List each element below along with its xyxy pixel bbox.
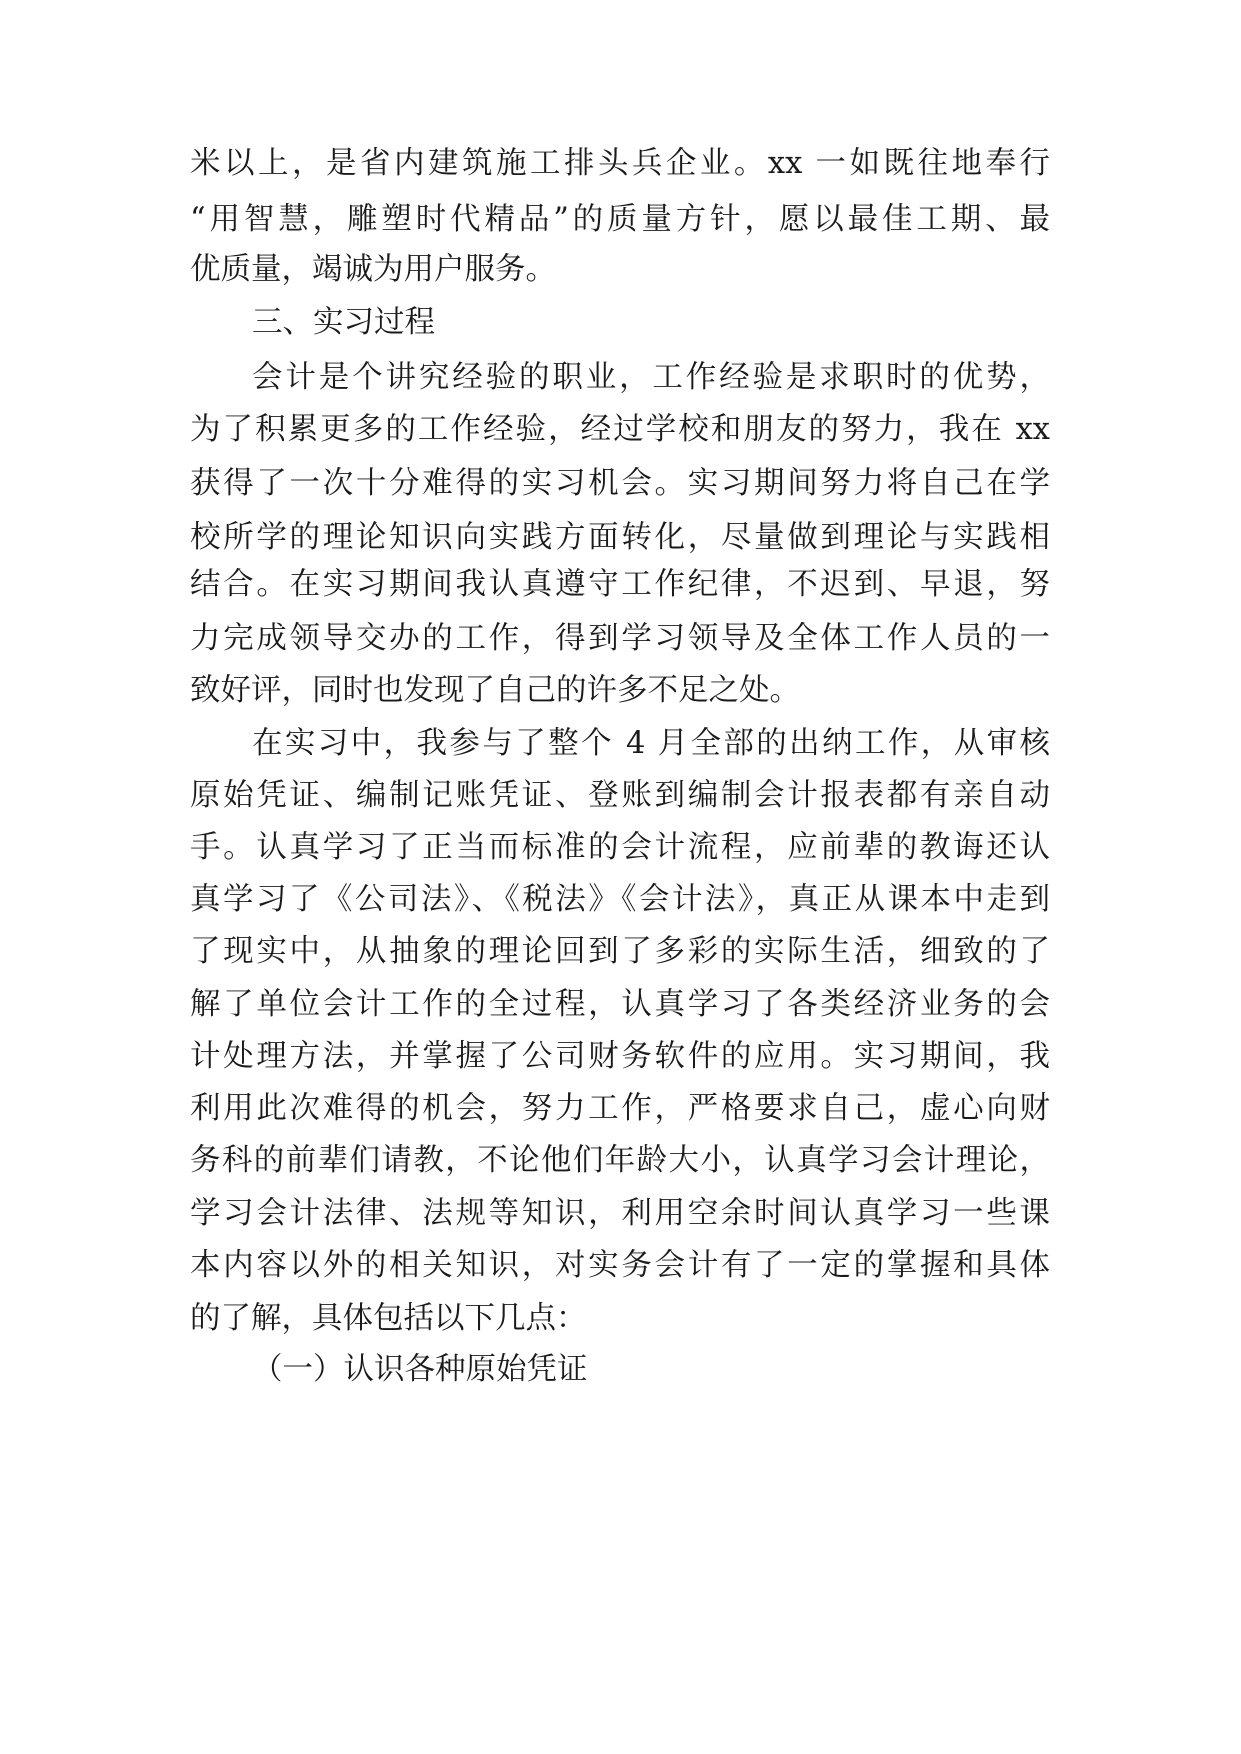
body-text-line: 计处理方法，并掌握了公司财务软件的应用。实习期间，我 [190, 1039, 1050, 1074]
paragraph-first-line: 会计是个讲究经验的职业，工作经验是求职时的优势， [252, 360, 1050, 395]
body-text-line: 结合。在实习期间我认真遵守工作纪律，不迟到、早退，努 [190, 567, 1050, 602]
body-text-line: 的了解，具体包括以下几点： [190, 1301, 587, 1336]
body-text-line: 获得了一次十分难得的实习机会。实习期间努力将自己在学 [190, 466, 1050, 501]
body-text-line: “用智慧，雕塑时代精品”的质量方针，愿以最佳工期、最 [190, 202, 1050, 237]
body-text-line: 解了单位会计工作的全过程，认真学习了各类经济业务的会 [190, 987, 1050, 1022]
paragraph-first-line: 在实习中，我参与了整个 4 月全部的出纳工作，从审核 [252, 726, 1050, 761]
body-text-line: 本内容以外的相关知识，对实务会计有了一定的掌握和具体 [190, 1248, 1050, 1283]
body-text-line: 务科的前辈们请教，不论他们年龄大小，认真学习会计理论， [190, 1143, 1050, 1178]
body-text-line: 校所学的理论知识向实践方面转化，尽量做到理论与实践相 [190, 520, 1050, 555]
body-text-line: 为了积累更多的工作经验，经过学校和朋友的努力，我在 xx [190, 412, 1050, 447]
body-text-line: 利用此次难得的机会，努力工作，严格要求自己，虚心向财 [190, 1091, 1050, 1126]
body-text-line: 米以上，是省内建筑施工排头兵企业。xx 一如既往地奉行 [190, 146, 1050, 181]
section-heading: 三、实习过程 [252, 305, 435, 340]
body-text-line: 真学习了《公司法》、《税法》《会计法》，真正从课本中走到 [190, 882, 1050, 917]
body-text-line: 优质量，竭诚为用户服务。 [190, 252, 556, 287]
subsection-heading: （一）认识各种原始凭证 [252, 1352, 588, 1387]
body-text-line: 力完成领导交办的工作，得到学习领导及全体工作人员的一 [190, 621, 1050, 656]
body-text-line: 了现实中，从抽象的理论回到了多彩的实际生活，细致的了 [190, 934, 1050, 969]
body-text-line: 致好评，同时也发现了自己的许多不足之处。 [190, 673, 800, 708]
body-text-line: 手。认真学习了正当而标准的会计流程，应前辈的教诲还认 [190, 830, 1050, 865]
body-text-line: 学习会计法律、法规等知识，利用空余时间认真学习一些课 [190, 1196, 1050, 1231]
body-text-line: 原始凭证、编制记账凭证、登账到编制会计报表都有亲自动 [190, 778, 1050, 813]
